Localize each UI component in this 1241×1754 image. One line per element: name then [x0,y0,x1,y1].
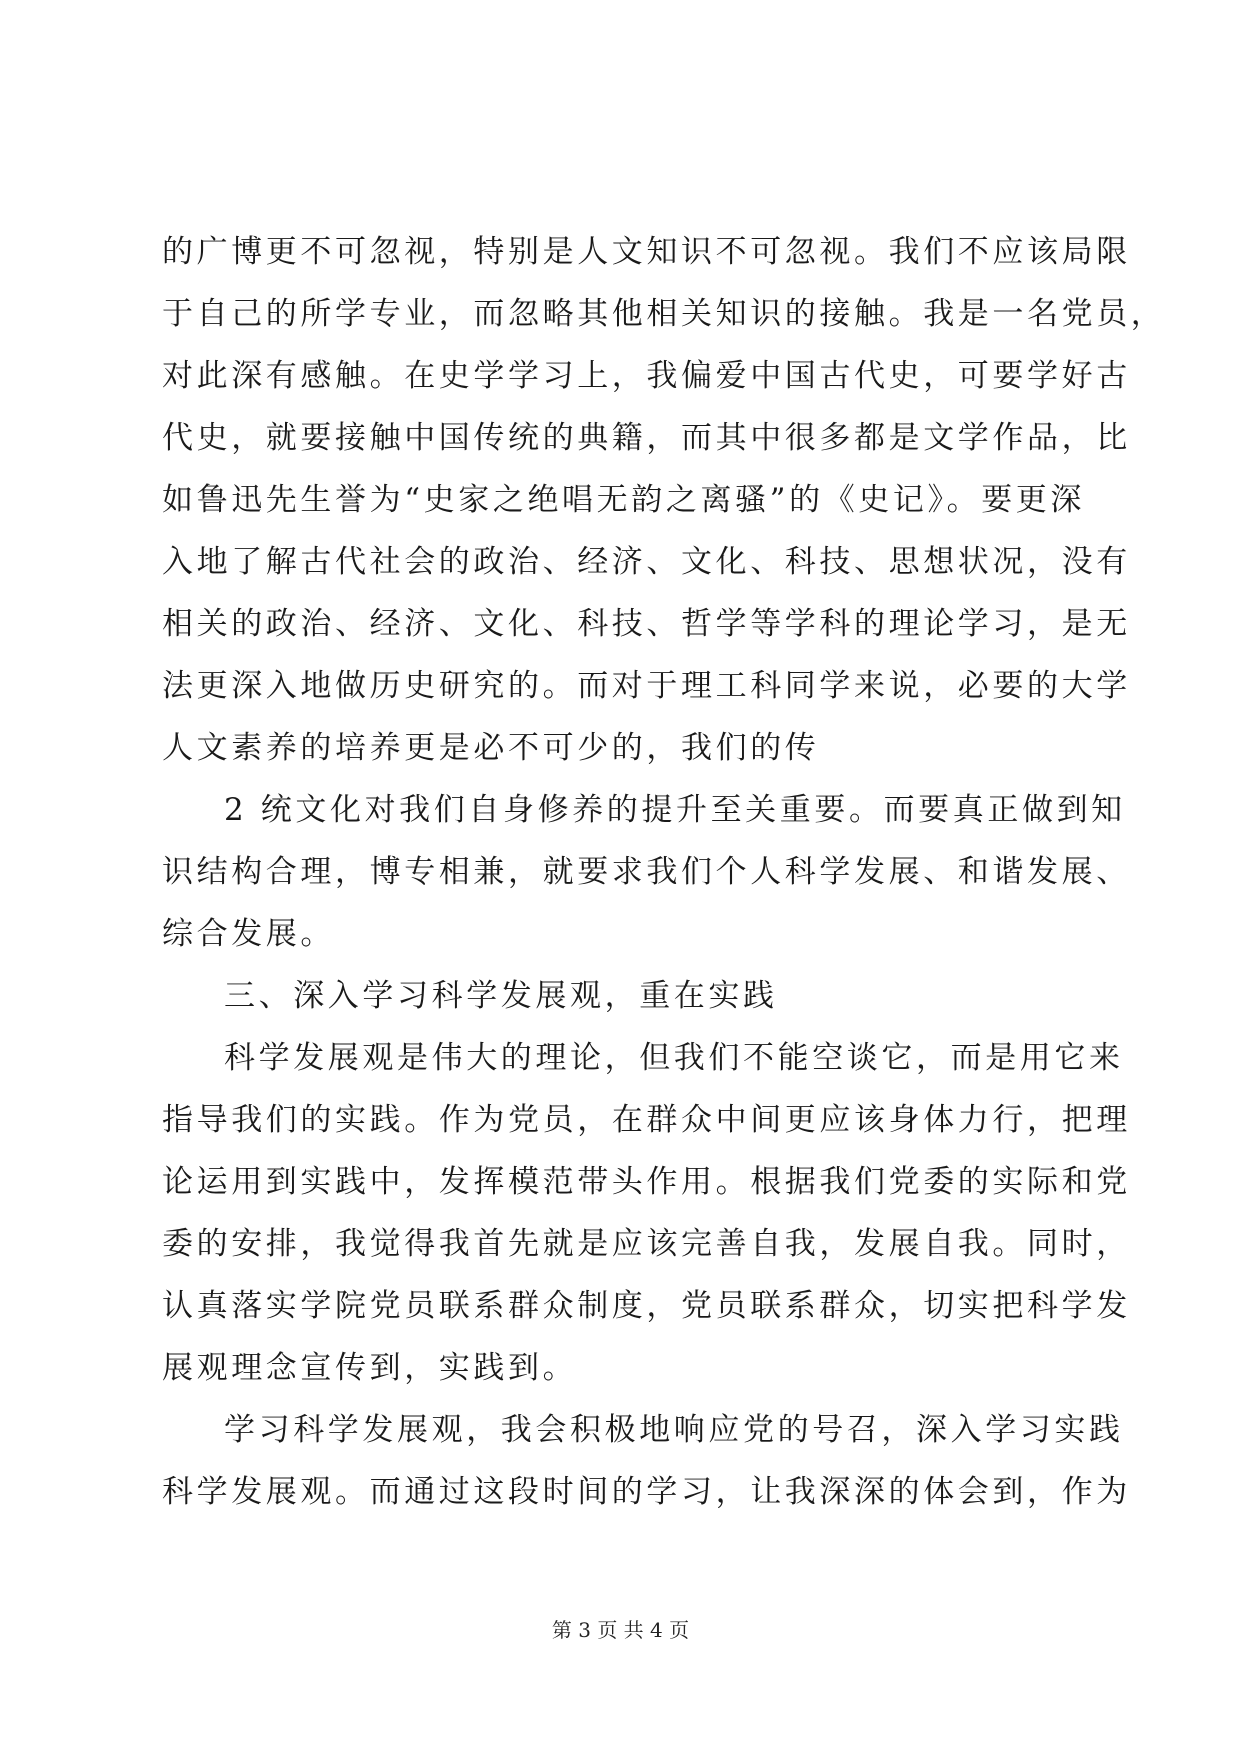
text-line: 科学发展观。而通过这段时间的学习，让我深深的体会到，作为 [162,1474,1131,1510]
text-line: 入地了解古代社会的政治、经济、文化、科技、思想状况，没有 [162,544,1131,580]
section-heading: 三、深入学习科学发展观，重在实践 [224,978,778,1014]
text-line: 委的安排，我觉得我首先就是应该完善自我，发展自我。同时， [162,1226,1131,1262]
text-line: 科学发展观是伟大的理论，但我们不能空谈它，而是用它来 [224,1040,1124,1076]
text-line: 展观理念宣传到，实践到。 [162,1350,578,1386]
text-line: 学习科学发展观，我会积极地响应党的号召，深入学习实践 [224,1412,1124,1448]
text-line: 如鲁迅先生誉为“史家之绝唱无韵之离骚”的《史记》。要更深 [162,482,1085,518]
text-line: 认真落实学院党员联系群众制度，党员联系群众，切实把科学发 [162,1288,1131,1324]
text-line: 的广博更不可忽视，特别是人文知识不可忽视。我们不应该局限 [162,234,1131,270]
text-line: 代史，就要接触中国传统的典籍，而其中很多都是文学作品，比 [162,420,1131,456]
text-line: 论运用到实践中，发挥模范带头作用。根据我们党委的实际和党 [162,1164,1131,1200]
text-line: 于自己的所学专业，而忽略其他相关知识的接触。我是一名党员， [162,296,1166,332]
text-line: 相关的政治、经济、文化、科技、哲学等学科的理论学习，是无 [162,606,1131,642]
text-line: 综合发展。 [162,916,335,952]
page-number-footer: 第 3 页 共 4 页 [551,1618,690,1642]
text-line: 识结构合理，博专相兼，就要求我们个人科学发展、和谐发展、 [162,854,1131,890]
text-line: 人文素养的培养更是必不可少的，我们的传 [162,730,820,766]
text-line: 对此深有感触。在史学学习上，我偏爱中国古代史，可要学好古 [162,358,1131,394]
text-line: 法更深入地做历史研究的。而对于理工科同学来说，必要的大学 [162,668,1131,704]
text-line: 指导我们的实践。作为党员，在群众中间更应该身体力行，把理 [162,1102,1131,1138]
text-line: 2 统文化对我们自身修养的提升至关重要。而要真正做到知 [224,792,1126,828]
